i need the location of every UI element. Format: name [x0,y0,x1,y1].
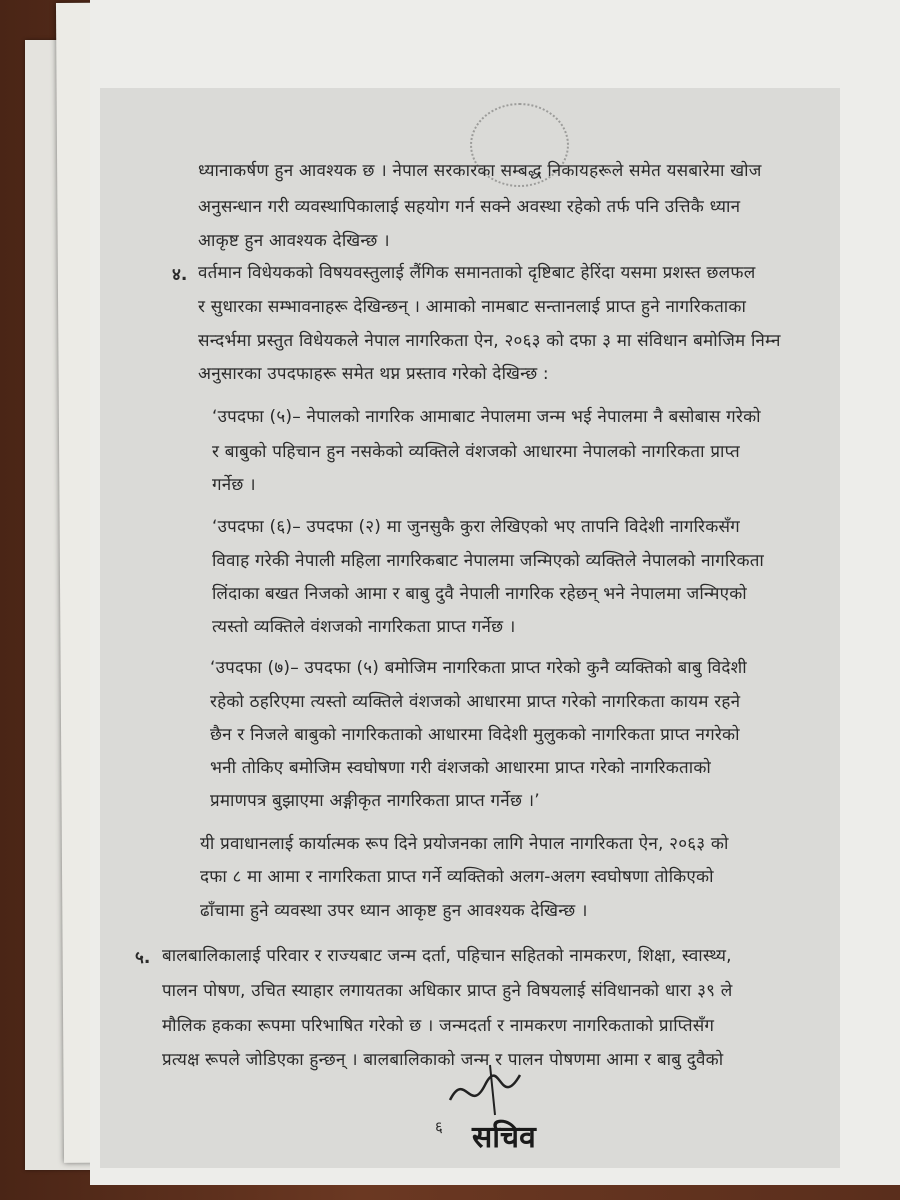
section-line: मौलिक हकका रूपमा परिभाषित गरेको छ । जन्मदर्ता र नामकरण नागरिकताको प्राप्तिसँग [162,1016,715,1036]
section-line: वर्तमान विधेयकको विषयवस्तुलाई लैंगिक समानताको दृष्टिबाट हेरिंदा यसमा प्रशस्त छलफल [198,263,756,283]
subclause-line: त्यस्तो व्यक्तिले वंशजको नागरिकता प्राप्त गर्नेछ । [212,617,516,637]
intro-line: आकृष्ट हुन आवश्यक देखिन्छ । [198,231,390,251]
page-number: ६ [435,1118,443,1136]
closing-line: दफा ८ मा आमा र नागरिकता प्राप्त गर्ने व्यक्तिको अलग-अलग स्वघोषणा तोकिएको [200,867,714,887]
intro-line: अनुसन्धान गरी व्यवस्थापिकालाई सहयोग गर्न सक्ने अवस्था रहेको तर्फ पनि उत्तिकै ध्यान [198,197,741,217]
section-line: र सुधारका सम्भावनाहरू देखिन्छन् । आमाको नामबाट सन्तानलाई प्राप्त हुने नागरिकताका [198,297,747,317]
subclause-line: ‘उपदफा (६)– उपदफा (२) मा जुनसुकै कुरा लेखिएको भए तापनि विदेशी नागरिकसँग [212,517,740,537]
subclause-line: र बाबुको पहिचान हुन नसकेको व्यक्तिले वंशजको आधारमा नेपालको नागरिकता प्राप्त [212,442,740,462]
subclause-line: प्रमाणपत्र बुझाएमा अङ्गीकृत नागरिकता प्राप्त गर्नेछ ।’ [210,791,540,811]
closing-line: ढाँचामा हुने व्यवस्था उपर ध्यान आकृष्ट हुन आवश्यक देखिन्छ । [200,901,588,921]
subclause-line: ‘उपदफा (७)– उपदफा (५) बमोजिम नागरिकता प्राप्त गरेको कुनै व्यक्तिको बाबु विदेशी [210,658,747,678]
section-line: सन्दर्भमा प्रस्तुत विधेयकले नेपाल नागरिकता ऐन, २०६३ को दफा ३ मा संविधान बमोजिम निम्न [198,331,781,351]
section-line: प्रत्यक्ष रूपले जोडिएका हुन्छन् । बालबालिकाको जन्म र पालन पोषणमा आमा र बाबु दुवैको [162,1050,724,1070]
intro-line: ध्यानाकर्षण हुन आवश्यक छ । नेपाल सरकारका सम्बद्ध निकायहरूले समेत यसबारेमा खोज [198,161,762,181]
secretary-stamp: सचिव [472,1120,536,1155]
subclause-line: गर्नेछ । [212,475,256,495]
subclause-line: ‘उपदफा (५)– नेपालको नागरिक आमाबाट नेपालमा जन्म भई नेपालमा नै बसोबास गरेको [212,407,761,427]
subclause-line: लिंदाका बखत निजको आमा र बाबु दुवै नेपाली नागरिक रहेछन् भने नेपालमा जन्मिएको [212,584,747,604]
signature-icon [440,1060,530,1120]
subclause-line: विवाह गरेकी नेपाली महिला नागरिकबाट नेपालमा जन्मिएको व्यक्तिले नेपालको नागरिकता [212,551,765,571]
subclause-line: छैन र निजले बाबुको नागरिकताको आधारमा विदेशी मुलुकको नागरिकता प्राप्त नगरेको [210,725,740,745]
section-line: अनुसारका उपदफाहरू समेत थप्न प्रस्ताव गरेको देखिन्छ : [198,364,549,384]
section-line: बालबालिकालाई परिवार र राज्यबाट जन्म दर्ता, पहिचान सहितको नामकरण, शिक्षा, स्वास्थ्य, [162,946,732,966]
subclause-line: रहेको ठहरिएमा त्यस्तो व्यक्तिले वंशजको आधारमा प्राप्त गरेको नागरिकता कायम रहने [210,692,741,712]
section-number: ५. [135,948,151,968]
section-number: ४. [172,265,188,285]
section-line: पालन पोषण, उचित स्याहार लगायतका अधिकार प्राप्त हुने विषयलाई संविधानको धारा ३९ ले [162,981,733,1001]
closing-line: यी प्रवाधानलाई कार्यात्मक रूप दिने प्रयोजनका लागि नेपाल नागरिकता ऐन, २०६३ को [200,834,729,854]
subclause-line: भनी तोकिए बमोजिम स्वघोषणा गरी वंशजको आधारमा प्राप्त गरेको नागरिकताको [210,758,711,778]
